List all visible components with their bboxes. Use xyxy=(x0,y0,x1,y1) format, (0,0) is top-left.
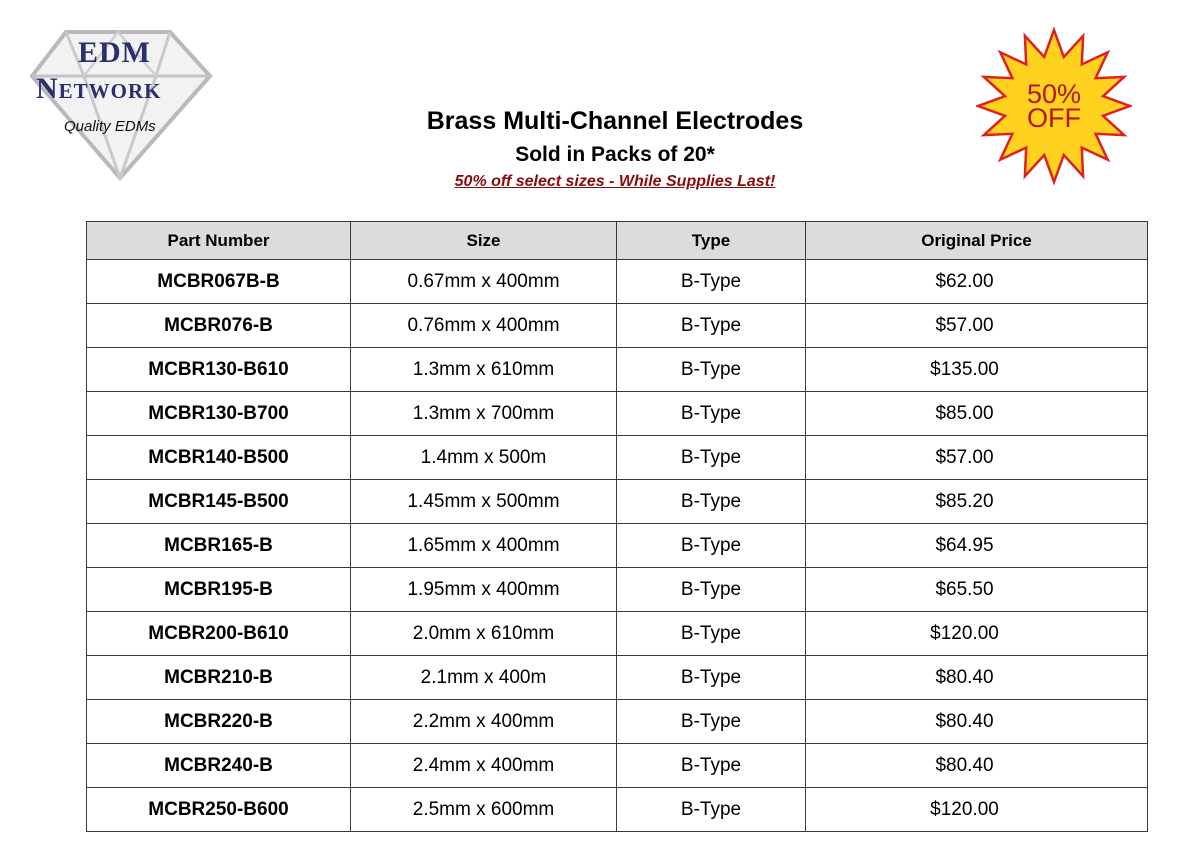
table-row xyxy=(87,304,1148,348)
type-cell: B-Type xyxy=(617,524,806,568)
price-cell: $80.40 xyxy=(806,700,1148,744)
edm-network-logo xyxy=(28,18,218,183)
price-cell: $120.00 xyxy=(806,612,1148,656)
table-row xyxy=(87,348,1148,392)
size-cell: 1.3mm x 610mm xyxy=(351,348,617,392)
size-cell: 2.5mm x 600mm xyxy=(351,788,617,832)
size-cell: 2.2mm x 400mm xyxy=(351,700,617,744)
type-cell: B-Type xyxy=(617,260,806,304)
table-row xyxy=(87,436,1148,480)
price-cell: $85.20 xyxy=(806,480,1148,524)
page-subtitle: Sold in Packs of 20* xyxy=(515,143,715,166)
page-title: Brass Multi-Channel Electrodes xyxy=(426,107,804,135)
price-cell: $64.95 xyxy=(806,524,1148,568)
table-row xyxy=(87,568,1148,612)
part-number-cell: MCBR140-B500 xyxy=(87,436,351,480)
part-number-cell: MCBR250-B600 xyxy=(87,788,351,832)
type-cell: B-Type xyxy=(617,656,806,700)
size-cell: 0.67mm x 400mm xyxy=(351,260,617,304)
table-row xyxy=(87,788,1148,832)
badge-percent: 50% xyxy=(1026,79,1082,109)
price-cell: $65.50 xyxy=(806,568,1148,612)
part-number-cell: MCBR210-B xyxy=(87,656,351,700)
part-number-cell: MCBR195-B xyxy=(87,568,351,612)
column-header-size: Size xyxy=(351,222,617,260)
price-cell: $80.40 xyxy=(806,744,1148,788)
price-cell: $57.00 xyxy=(806,436,1148,480)
type-cell: B-Type xyxy=(617,788,806,832)
column-header-type: Type xyxy=(617,222,806,260)
discount-badge xyxy=(976,26,1132,186)
table-row xyxy=(87,392,1148,436)
part-number-cell: MCBR200-B610 xyxy=(87,612,351,656)
column-header-part-number: Part Number xyxy=(87,222,351,260)
promo-notice: 50% off select sizes - While Supplies Last! xyxy=(454,173,776,190)
size-cell: 1.3mm x 700mm xyxy=(351,392,617,436)
size-cell: 2.0mm x 610mm xyxy=(351,612,617,656)
price-cell: $85.00 xyxy=(806,392,1148,436)
logo-tagline: Quality EDMs xyxy=(64,118,156,135)
size-cell: 1.4mm x 500m xyxy=(351,436,617,480)
column-header-original-price: Original Price xyxy=(806,222,1148,260)
table-row xyxy=(87,480,1148,524)
table-row xyxy=(87,260,1148,304)
type-cell: B-Type xyxy=(617,700,806,744)
size-cell: 0.76mm x 400mm xyxy=(351,304,617,348)
table-row xyxy=(87,700,1148,744)
price-cell: $80.40 xyxy=(806,656,1148,700)
part-number-cell: MCBR067B-B xyxy=(87,260,351,304)
type-cell: B-Type xyxy=(617,348,806,392)
part-number-cell: MCBR130-B610 xyxy=(87,348,351,392)
part-number-cell: MCBR165-B xyxy=(87,524,351,568)
size-cell: 1.95mm x 400mm xyxy=(351,568,617,612)
size-cell: 2.4mm x 400mm xyxy=(351,744,617,788)
price-cell: $57.00 xyxy=(806,304,1148,348)
badge-off: OFF xyxy=(1027,103,1081,133)
price-table xyxy=(86,221,1148,832)
logo-word-network: Network xyxy=(36,72,162,105)
type-cell: B-Type xyxy=(617,480,806,524)
type-cell: B-Type xyxy=(617,744,806,788)
size-cell: 1.45mm x 500mm xyxy=(351,480,617,524)
table-header-row xyxy=(87,222,1148,260)
size-cell: 2.1mm x 400m xyxy=(351,656,617,700)
part-number-cell: MCBR240-B xyxy=(87,744,351,788)
type-cell: B-Type xyxy=(617,612,806,656)
part-number-cell: MCBR220-B xyxy=(87,700,351,744)
table-row xyxy=(87,744,1148,788)
type-cell: B-Type xyxy=(617,304,806,348)
type-cell: B-Type xyxy=(617,568,806,612)
table-row xyxy=(87,524,1148,568)
part-number-cell: MCBR145-B500 xyxy=(87,480,351,524)
price-cell: $120.00 xyxy=(806,788,1148,832)
type-cell: B-Type xyxy=(617,436,806,480)
size-cell: 1.65mm x 400mm xyxy=(351,524,617,568)
logo-word-edm: EDM xyxy=(78,36,151,69)
table-row xyxy=(87,656,1148,700)
table-row xyxy=(87,612,1148,656)
part-number-cell: MCBR076-B xyxy=(87,304,351,348)
price-cell: $62.00 xyxy=(806,260,1148,304)
part-number-cell: MCBR130-B700 xyxy=(87,392,351,436)
price-cell: $135.00 xyxy=(806,348,1148,392)
type-cell: B-Type xyxy=(617,392,806,436)
